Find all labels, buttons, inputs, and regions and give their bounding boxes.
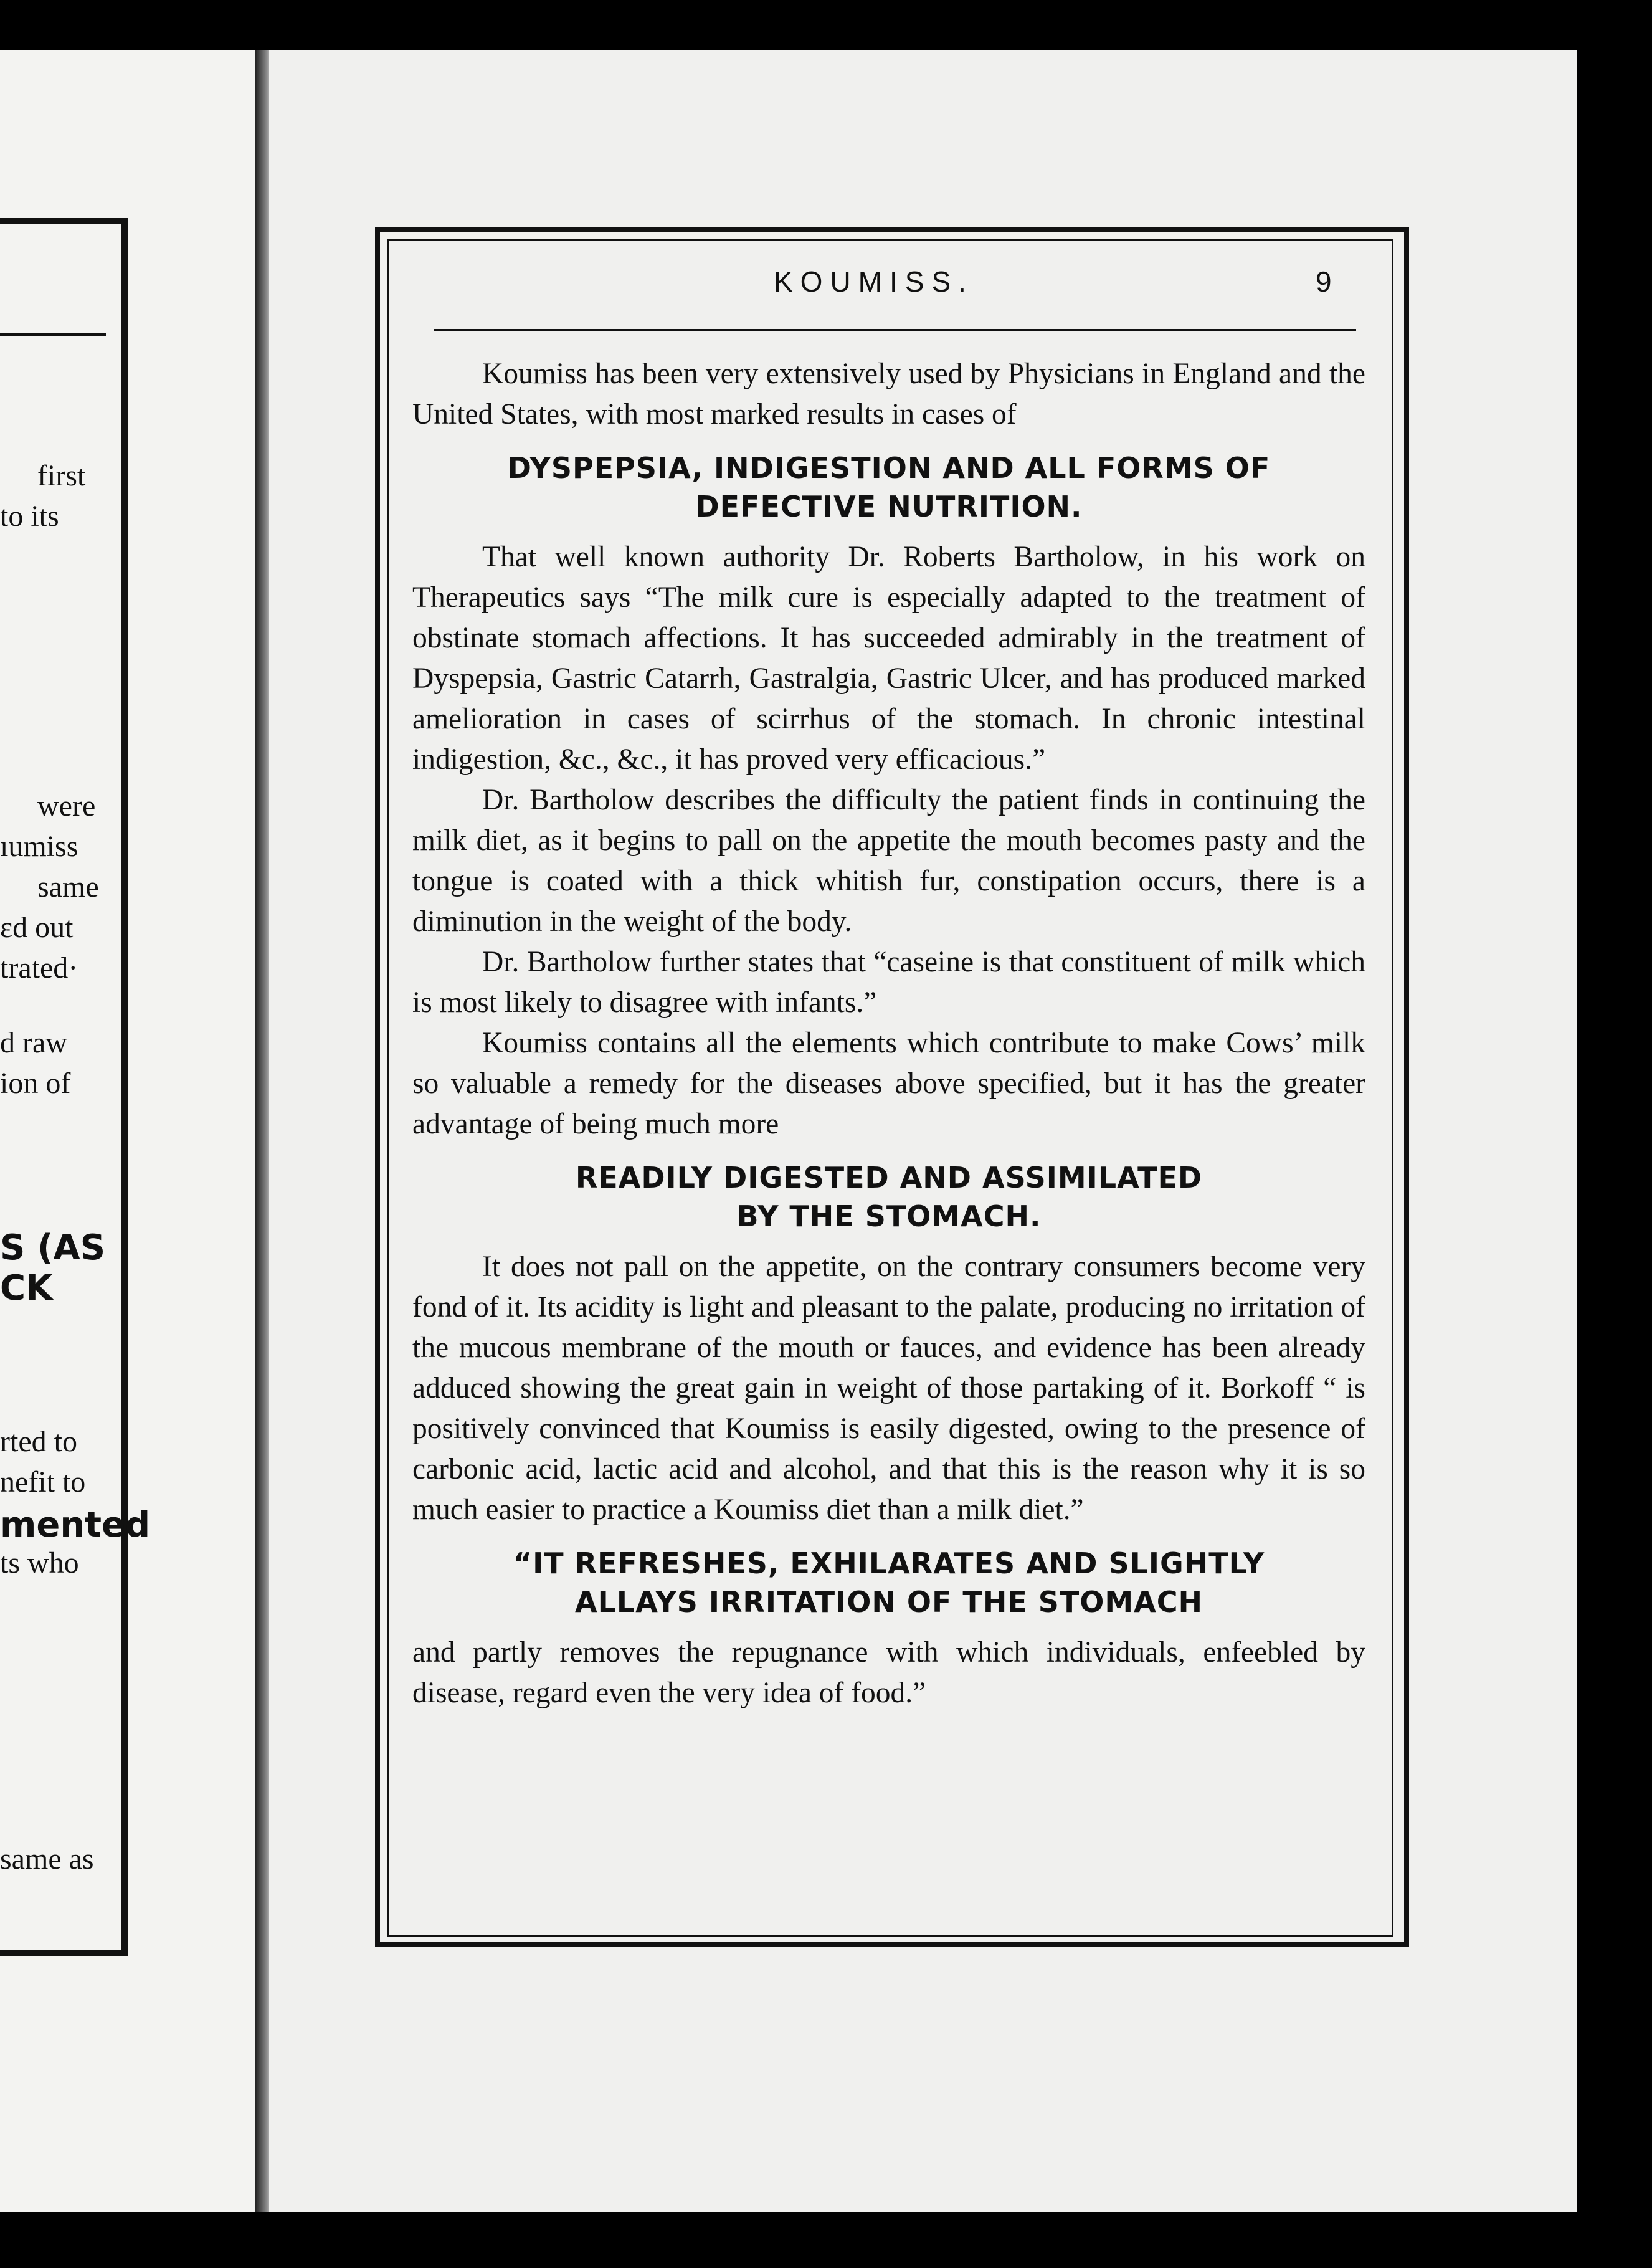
running-head: KOUMISS.: [774, 265, 974, 298]
heading-line: READILY DIGESTED AND ASSIMILATED: [575, 1161, 1203, 1194]
heading-line: ALLAYS IRRITATION OF THE STOMACH: [575, 1585, 1203, 1619]
left-line: ıumiss: [0, 830, 78, 863]
heading-line: “IT REFRESHES, EXHILARATES AND SLIGHTLY: [513, 1546, 1265, 1580]
paragraph: and partly removes the repugnance with which individuals, enfeebled by disease, regard even the very idea of food.”: [412, 1636, 1365, 1709]
paragraph: Koumiss contains all the elements which contribute to make Cows’ milk so valuable a remedy for the diseases above specified, but it has the greater advantage of being much more: [412, 1027, 1365, 1140]
left-frame-outer-rule: [121, 218, 128, 1956]
left-line: same: [37, 870, 99, 903]
left-line: same as: [0, 1842, 94, 1875]
body-text: [412, 354, 1365, 1713]
page-number: 9: [1316, 265, 1332, 298]
left-line: ion of: [0, 1067, 71, 1100]
left-line: nefit to: [0, 1465, 86, 1498]
left-line: ɛd out: [0, 911, 74, 944]
heading-line: DYSPEPSIA, INDIGESTION AND ALL FORMS OF: [507, 451, 1271, 485]
left-line: d raw: [0, 1026, 67, 1059]
left-line: S (AS: [0, 1227, 106, 1268]
left-line: rted to: [0, 1425, 77, 1458]
left-frame-top-rule: [0, 218, 128, 224]
section-heading: [412, 1158, 1365, 1236]
left-header-rule: [0, 333, 106, 336]
section-heading: [412, 449, 1365, 526]
left-line: ts who: [0, 1546, 79, 1580]
header-rule: [434, 329, 1356, 331]
paragraph: That well known authority Dr. Roberts Bartholow, in his work on Therapeutics says “The milk cure is especially adapted to the treatment of obstinate stomach affections. It has succeeded admirably in the treatment of Dyspepsia, Gastric Catarrh, Gastralgia, Gastric Ulcer, and has produced marked amelioration in cases of scirrhus of the stomach. In chronic intestinal indigestion, &c., &c., it has proved very efficacious.”: [412, 541, 1365, 776]
left-line: to its: [0, 500, 59, 533]
heading-line: BY THE STOMACH.: [736, 1199, 1042, 1233]
left-line: mented: [0, 1505, 151, 1545]
heading-line: DEFECTIVE NUTRITION.: [695, 490, 1083, 523]
paragraph: It does not pall on the appetite, on the contrary consumers become very fond of it. Its acidity is light and pleasant to the palate, producing no irritation of the mucous membrane of the mouth or fauces, and evidence has been already adduced showing the great gain in weight of those partaking of it. Borkoff “ is positively convinced that Koumiss is easily digested, owing to the presence of carbonic acid, lactic acid and alcohol, and that this is the reason why it is so much easier to practice a Koumiss diet than a milk diet.”: [412, 1251, 1365, 1526]
paragraph: Dr. Bartholow describes the difficulty the patient finds in continuing the milk diet, as it begins to pall on the appetite the mouth becomes pasty and the tongue is coated with a thick whitish fur, constipation occurs, there is a diminution in the weight of the body.: [412, 784, 1365, 938]
left-line: CK: [0, 1268, 53, 1308]
section-heading: [412, 1544, 1365, 1621]
paragraph: Dr. Bartholow further states that “caseine is that constituent of milk which is most likely to disagree with infants.”: [412, 946, 1365, 1019]
previous-page-fragment: [0, 50, 265, 2212]
page-9: [269, 50, 1577, 2212]
left-line: trated·: [0, 951, 78, 984]
left-frame-bottom-rule: [0, 1950, 128, 1956]
paragraph: Koumiss has been very extensively used by Physicians in England and the United States, with most marked results in cases of: [412, 358, 1365, 431]
left-line: first: [37, 459, 86, 492]
left-line: were: [37, 789, 96, 822]
